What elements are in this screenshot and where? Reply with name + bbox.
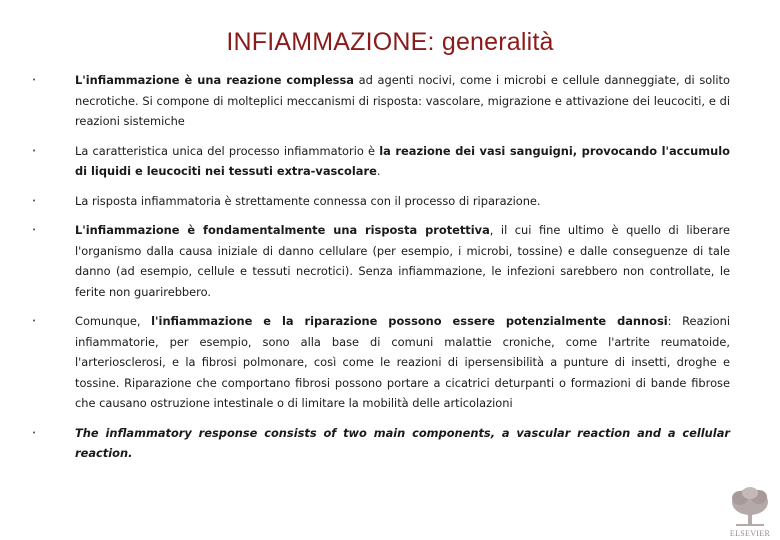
bullet-list	[0, 70, 780, 464]
slide-title: INFIAMMAZIONE: generalità	[226, 28, 554, 56]
bullet-item	[75, 191, 730, 212]
bullet-strong-text: L'infiammazione è fondamentalmente una risposta protettiva	[75, 223, 490, 237]
bullet-strong-text: la reazione dei vasi sanguigni, provocando l'accumulo di liquidi e leucociti nei tessuti extra-vascolare	[75, 143, 730, 178]
bullet-item	[75, 220, 730, 302]
bullet-item	[75, 70, 730, 132]
bullet-item	[75, 423, 730, 464]
bullet-lead-text: La caratteristica unica del processo infiammatorio è	[75, 143, 380, 158]
bullet-text: , il cui fine ultimo è quello di liberare l'organismo dalla causa iniziale di danno cellulare (per esempio, i microbi, tossine) e dalle conseguenze di tale danno (ad esempio, cellule e tessuti necrotici). Senza infiammazione, le infezioni sarebbero non controllate, le ferite non guarirebbero.	[75, 223, 730, 299]
bullet-text: La risposta infiammatoria è strettamente connessa con il processo di riparazione.	[75, 193, 541, 208]
bullet-item	[75, 141, 730, 182]
bullet-text: .	[376, 164, 381, 178]
elsevier-tree-icon	[728, 484, 772, 534]
elsevier-logo-text: ELSEVIER	[729, 529, 771, 538]
bullet-lead-text: Comunque,	[75, 314, 152, 328]
bullet-item	[75, 311, 730, 414]
bullet-text: : Reazioni infiammatorie, per esempio, sono alla base di comuni malattie croniche, come l'artrite reumatoide, l'arteriosclerosi, e la fibrosi polmonare, così come le reazioni di ipersensibilità a punture di insetti, droghe e tossine. Riparazione che comportano fibrosi possono portare a cicatrici deturpanti o formazioni di bande fibrose che causano ostruzione intestinale o di limitare la mobilità delle articolazioni	[75, 314, 730, 410]
bullet-text: ad agenti nocivi, come i microbi e cellule danneggiate, di solito necrotiche. Si compone di molteplici meccanismi di risposta: vascolare, migrazione e attivazione dei leucociti, e di reazioni sistemiche	[75, 73, 730, 128]
bullet-italic-text: The inflammatory response consists of two main components, a vascular reaction and a cellular reaction.	[75, 425, 730, 460]
bullet-strong-text: l'infiammazione e la riparazione possono essere potenzialmente dannosi	[151, 314, 668, 328]
bullet-strong-text: L'infiammazione è una reazione complessa	[75, 73, 354, 87]
